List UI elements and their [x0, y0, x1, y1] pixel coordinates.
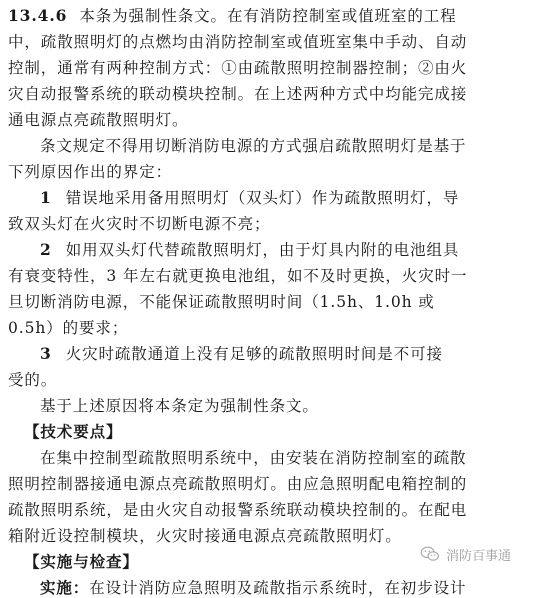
paragraph-line: 旦切断消防电源，不能保证疏散照明时间（1.5h、1.0h 或 [8, 293, 435, 311]
paragraph-line: 实施：在设计消防应急照明及疏散指示系统时，在初步设计 [40, 578, 467, 597]
heading-implementation-check: 【实施与检查】 [24, 552, 139, 571]
paragraph-line: 照明控制器接通电源点亮疏散照明灯。由应急照明配电箱控制的 [8, 475, 468, 493]
paragraph-line: 致双头灯在火灾时不切断电源不亮； [8, 215, 271, 233]
list-item-3: 3 火灾时疏散通道上没有足够的疏散照明时间是不可接 [40, 344, 443, 363]
list-number: 2 [40, 240, 52, 259]
paragraph-line: 0.5h）的要求； [8, 319, 129, 337]
list-item-1: 1 错误地采用备用照明灯（双头灯）作为疏散照明灯，导 [40, 188, 460, 207]
paragraph-line: 中，疏散照明灯的点燃均由消防控制室或值班室集中手动、自动 [8, 33, 468, 51]
paragraph-line: 在集中控制型疏散照明系统中，由安装在消防控制室的疏散 [40, 449, 467, 467]
paragraph-line: 受的。 [8, 371, 58, 389]
heading-technical-points: 【技术要点】 [24, 422, 123, 441]
list-number: 3 [40, 344, 52, 363]
list-number: 1 [40, 188, 52, 207]
paragraph-line: 基于上述原因将本条定为强制性条文。 [40, 397, 319, 415]
paragraph-line: 箱附近设控制模块，火灾时接通电源点亮疏散照明灯。 [8, 527, 402, 545]
watermark [420, 544, 511, 564]
paragraph-line: 条文规定不得用切断消防电源的方式强启疏散照明灯是基于 [40, 137, 467, 155]
paragraph-line: 13.4.6 本条为强制性条文。在有消防控制室或值班室的工程 [8, 6, 457, 25]
paragraph-line: 通电源点亮疏散照明灯。 [8, 111, 189, 129]
paragraph-line: 疏散照明系统，是由火灾自动报警系统联动模块控制的。在配电 [8, 501, 468, 519]
label-implementation: 实施： [40, 578, 90, 597]
list-item-2: 2 如用双头灯代替疏散照明灯，由于灯具内附的电池组具 [40, 240, 460, 259]
paragraph-line: 下列原因作出的界定： [8, 163, 173, 181]
paragraph-line: 有衰变特性，3 年左右就更换电池组，如不及时更换，火灾时一 [8, 267, 468, 285]
paragraph-line: 灾自动报警系统的联动模块控制。在上述两种方式中均能完成接 [8, 85, 468, 103]
paragraph-line: 控制，通常有两种控制方式：①由疏散照明控制器控制；②由火 [8, 59, 468, 77]
section-number: 13.4.6 [8, 6, 68, 25]
wechat-icon [420, 546, 440, 562]
watermark-text: 消防百事通 [446, 548, 512, 564]
